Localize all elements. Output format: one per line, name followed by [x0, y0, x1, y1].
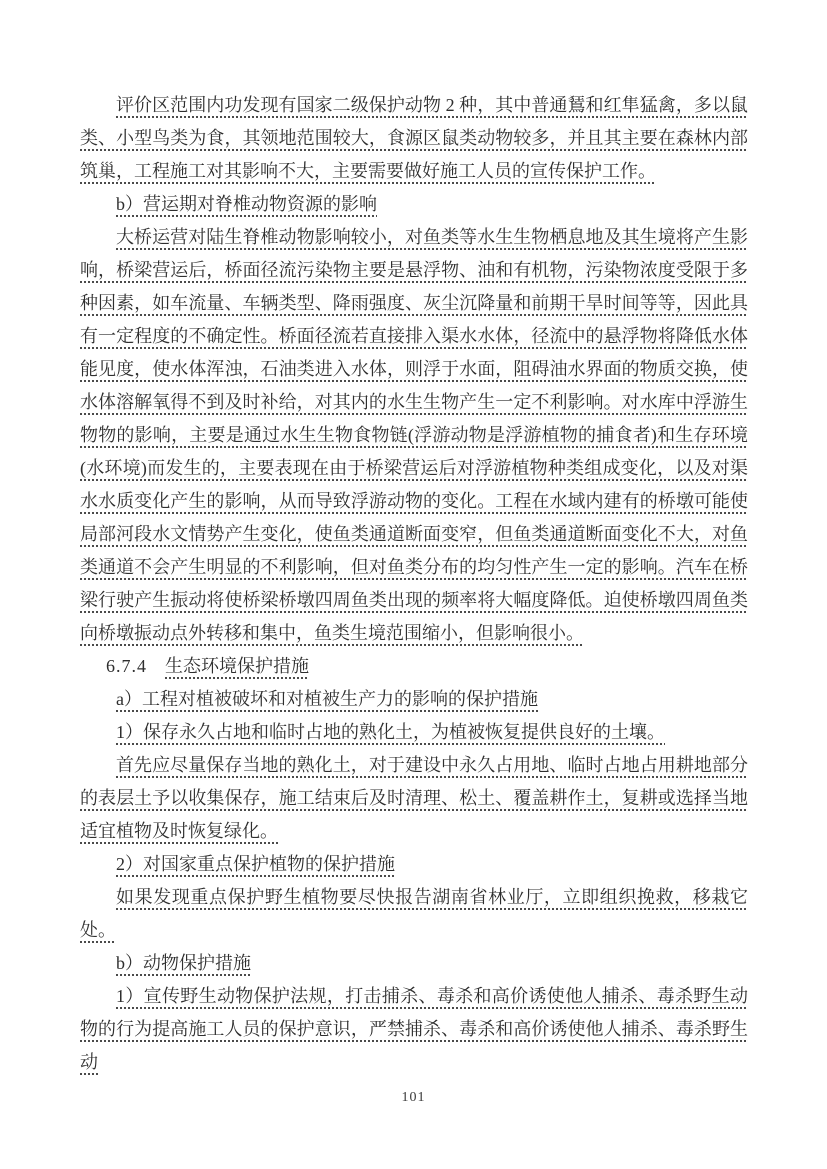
paragraph-text: 首先应尽量保存当地的熟化土，对于建设中永久占用地、临时占地占用耕地部分的表层土予以收集保存，施工结束后及时清理、松土、覆盖耕作土，复耕或选择当地适宜植物及时恢复绿化。 [80, 755, 748, 841]
document-content [80, 89, 748, 1079]
paragraph-text: a）工程对植被破坏和对植被生产力的影响的保护措施 [116, 689, 538, 709]
paragraph [80, 716, 748, 749]
paragraph-text: 2）对国家重点保护植物的保护措施 [116, 854, 395, 874]
paragraph [80, 683, 748, 716]
paragraph [80, 848, 748, 881]
paragraph [80, 749, 748, 848]
section-number: 6.7.4 [106, 656, 147, 676]
paragraph-text: b）动物保护措施 [116, 953, 251, 973]
section-title: 生态环境保护措施 [165, 656, 309, 676]
paragraph [80, 89, 748, 188]
paragraph [80, 947, 748, 980]
paragraph-text: 评价区范围内功发现有国家二级保护动物 2 种，其中普通鵟和红隼猛禽，多以鼠类、小型鸟类为食，其领地范围较大，食源区鼠类动物较多，并且其主要在森林内部筑巢，工程施工对其影响不大，主要需要做好施工人员的宣传保护工作。 [80, 95, 748, 181]
paragraph-text: 1）保存永久占地和临时占地的熟化土，为植被恢复提供良好的土壤。 [116, 722, 665, 742]
paragraph-text: b）营运期对脊椎动物资源的影响 [116, 194, 377, 214]
paragraph-text: 如果发现重点保护野生植物要尽快报告湖南省林业厅，立即组织挽救，移栽它处。 [80, 887, 748, 940]
section-heading [80, 650, 748, 683]
paragraph-text: 大桥运营对陆生脊椎动物影响较小，对鱼类等水生生物栖息地及其生境将产生影响，桥梁营运后，桥面径流污染物主要是悬浮物、油和有机物，污染物浓度受限于多种因素，如车流量、车辆类型、降雨强度、灰尘沉降量和前期干旱时间等等，因此具有一定程度的不确定性。桥面径流若直接排入渠水水体，径流中的悬浮物将降低水体能见度，使水体浑浊，石油类进入水体，则浮于水面，阻碍油水界面的物质交换，使水体溶解氧得不到及时补给，对其内的水生生物产生一定不利影响。对水库中浮游生物物的影响，主要是通过水生生物食物链(浮游动物是浮游植物的捕食者)和生存环境(水环境)而发生的，主要表现在由于桥梁营运后对浮游植物种类组成变化，以及对渠水水质变化产生的影响，从而导致浮游动物的变化。工程在水域内建有的桥墩可能使局部河段水文情势产生变化，使鱼类通道断面变窄，但鱼类通道断面变化不大，对鱼类通道不会产生明显的不利影响，但对鱼类分布的均匀性产生一定的影响。汽车在桥梁行驶产生振动将使桥梁桥墩四周鱼类出现的频率将大幅度降低。迫使桥墩四周鱼类向桥墩振动点外转移和集中，鱼类生境范围缩小，但影响很小。 [80, 227, 748, 643]
paragraph [80, 881, 748, 947]
paragraph [80, 980, 748, 1079]
paragraph [80, 221, 748, 650]
paragraph-text: 1）宣传野生动物保护法规，打击捕杀、毒杀和高价诱使他人捕杀、毒杀野生动物的行为提高施工人员的保护意识，严禁捕杀、毒杀和高价诱使他人捕杀、毒杀野生动 [80, 986, 748, 1072]
paragraph [80, 188, 748, 221]
page-number-footer: 101 [401, 1090, 426, 1105]
